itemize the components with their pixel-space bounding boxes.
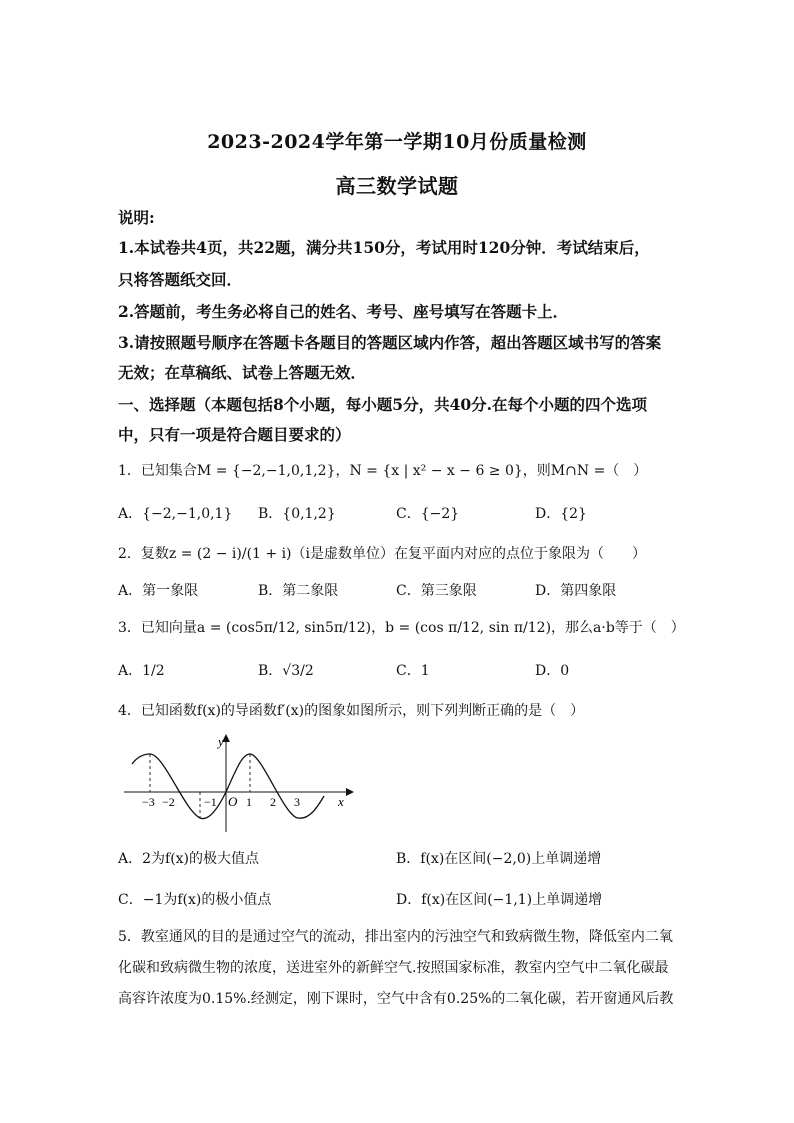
instruction-line: 1.本试卷共4页，共22题，满分共150分，考试用时120分钟．考试结束后， (118, 238, 650, 257)
instruction-line: 无效；在草稿纸、试卷上答题无效． (118, 363, 367, 382)
question-5-line: 5．教室通风的目的是通过空气的流动，排出室内的污浊空气和致病微生物，降低室内二氧 (118, 929, 673, 945)
question-2-option-c: C．第三象限 (396, 583, 477, 599)
instructions-heading: 说明: (118, 208, 155, 227)
tick-label: −3 (142, 795, 155, 809)
section-title: 中，只有一项是符合题目要求的） (118, 425, 351, 444)
x-axis-label: x (338, 794, 344, 809)
instruction-line: 只将答题纸交回． (118, 270, 243, 289)
question-2-option-b: B．第二象限 (258, 583, 339, 599)
exam-title: 2023-2024学年第一学期10月份质量检测 (207, 131, 587, 153)
question-1-stem: 1．已知集合M = {−2,−1,0,1,2}，N = {x | x² − x − 6 ≥ 0}，则M∩N =（ ） (118, 463, 648, 479)
question-2-option-d: D．第四象限 (535, 583, 617, 599)
question-5-line: 化碳和致病微生物的浓度，送进室外的新鲜空气.按照国家标准，教室内空气中二氧化碳最 (118, 960, 669, 976)
question-2-option-a: A．第一象限 (118, 583, 199, 599)
question-4-option-b: B．f(x)在区间(−2,0)上单调递增 (396, 851, 602, 867)
derivative-graph (124, 732, 354, 832)
x-axis-arrow-icon (346, 788, 354, 796)
question-3-option-d: D．0 (535, 663, 570, 679)
question-5-line: 高容许浓度为0.15%.经测定，刚下课时，空气中含有0.25%的二氧化碳，若开窗通风后教 (118, 991, 674, 1007)
question-1-option-c: C．{−2} (396, 506, 460, 522)
question-1-option-b: B．{0,1,2} (258, 506, 336, 522)
origin-label: O (228, 794, 238, 809)
tick-label: 1 (246, 795, 252, 809)
question-4-option-c: C．−1为f(x)的极小值点 (118, 892, 272, 908)
exam-subtitle: 高三数学试题 (335, 174, 459, 198)
question-1-option-d: D．{2} (535, 506, 587, 522)
instruction-line: 2.答题前，考生务必将自己的姓名、考号、座号填写在答题卡上． (118, 302, 569, 321)
question-2-stem: 2．复数z = (2 − i)/(1 + i)（i是虚数单位）在复平面内对应的点位于象限为（ ） (118, 546, 646, 562)
question-4-option-d: D．f(x)在区间(−1,1)上单调递增 (396, 892, 603, 908)
tick-label: 2 (270, 795, 276, 809)
tick-label: 3 (294, 795, 300, 809)
question-1-option-a: A．{−2,−1,0,1} (118, 506, 233, 522)
tick-label: −1 (204, 795, 217, 809)
tick-label: −2 (162, 795, 175, 809)
question-3-option-a: A．1/2 (118, 663, 165, 679)
question-3-stem: 3．已知向量a = (cos5π/12, sin5π/12)，b = (cos π/12, sin π/12)，那么a·b等于（ ） (118, 620, 685, 636)
question-4-stem: 4．已知函数f(x)的导函数f′(x)的图象如图所示，则下列判断正确的是（ ） (118, 703, 585, 719)
section-title: 一、选择题（本题包括8个小题，每小题5分，共40分.在每个小题的四个选项 (118, 395, 648, 414)
question-3-option-c: C．1 (396, 663, 430, 679)
y-axis-label: y (218, 734, 224, 749)
instruction-line: 3.请按照题号顺序在答题卡各题目的答题区域内作答，超出答题区域书写的答案 (118, 333, 662, 352)
question-4-option-a: A．2为f(x)的极大值点 (118, 851, 260, 867)
question-3-option-b: B．√3/2 (258, 663, 314, 679)
